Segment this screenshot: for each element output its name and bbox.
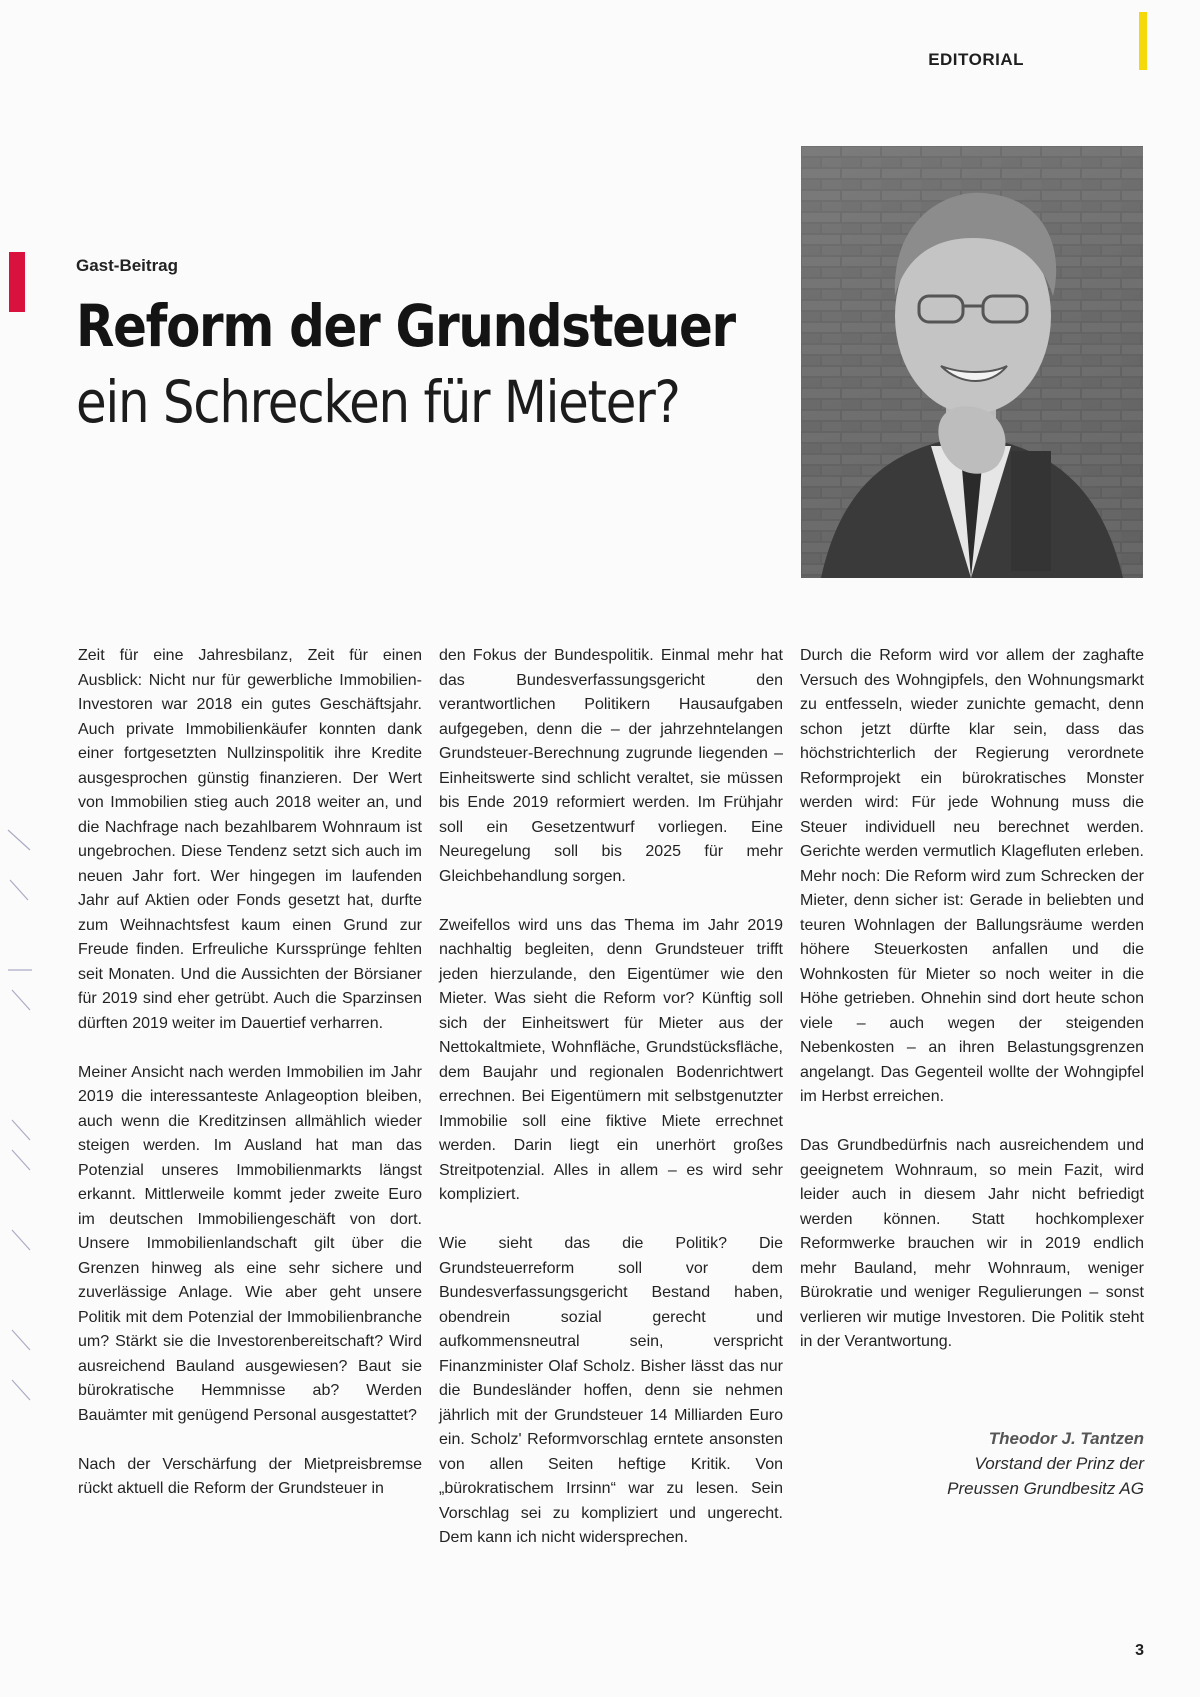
author-signature xyxy=(947,1426,1144,1501)
article-paragraph: Zeit für eine Jahresbilanz, Zeit für einen Ausblick: Nicht nur für gewerbliche Immobilien-Investoren war 2018 ein gutes Geschäftsjahr. Auch private Immobilienkäufer konnten dank einer fortgesetzten Nullzinspolitik ihre Kredite ausgesprochen günstig finanzieren. Der Wert von Immobilien stieg auch 2018 weiter an, und die Nachfrage nach bezahlbarem Wohnraum ist ungebrochen. Diese Tendenz setzt sich auch im neuen Jahr fort. Wer hingegen im laufenden Jahr auf Aktien oder Fonds gesetzt hat, durfte zum Weihnachtsfest kaum einen Grund zur Freude finden. Erfreuliche Kurssprünge fehlten seit Monaten. Und die Aussichten der Börsianer für 2019 sind eher getrübt. Auch die Sparzinsen dürften 2019 weiter im Dauertief verharren. xyxy=(78,647,422,1032)
article-paragraph: Meiner Ansicht nach werden Immobilien im Jahr 2019 die interessanteste Anlageoption bleiben, auch wenn die Kreditzinsen allmählich wieder steigen werden. Im Ausland hat man das Potenzial unseres Immobilienmarkts längst erkannt. Mittlerweile kommt jeder zweite Euro im deutschen Immobiliengeschäft von dort. Unsere Immobilienlandschaft gilt über die Grenzen hinweg als eine sehr sichere und zuverlässige Anlage. Wie aber geht unsere Politik mit dem Potenzial der Immobilienbranche um? Stärkt sie die Investorenbereitschaft? Wird ausreichend Bauland ausgewiesen? Baut sie bürokratische Hemmnisse ab? Werden Bauämter mit genügend Personal ausgestattet? xyxy=(78,1063,422,1424)
article-kicker: Gast-Beitrag xyxy=(76,256,179,275)
article-column-2 xyxy=(439,644,783,1575)
page-number: 3 xyxy=(1135,1642,1144,1659)
article-paragraph: Nach der Verschärfung der Mietpreisbremse rückt aktuell die Reform der Grundsteuer in xyxy=(78,1455,422,1497)
kicker-marker xyxy=(9,252,25,312)
article-subtitle: ein Schrecken für Mieter? xyxy=(76,368,680,436)
scan-margin-marks xyxy=(0,820,60,1460)
article-paragraph: Durch die Reform wird vor allem der zaghafte Versuch des Wohngipfels, den Wohnungsmarkt zu entfesseln, wieder zunichte gemacht, denn schon jetzt dürfte klar sein, dass das höchstrichterlich der Regierung verordnete Reformprojekt ein bürokratisches Monster werden wird: Für jede Wohnung muss die Steuer individuell neu berechnet werden. Gerichte werden vermutlich Klagefluten erleben. Mehr noch: Die Reform wird zum Schrecken der Mieter, denn sicher ist: Gerade in beliebten und teuren Wohnlagen der Ballungsräume werden höhere Steuerkosten anfallen und die Wohnkosten für Mieter so noch weiter in die Höhe getrieben. Ohnehin sind dort heute schon viele – auch wegen der steigenden Nebenkosten – an ihren Belastungsgrenzen angelangt. Das Gegenteil wollte der Wohngipfel im Herbst erreichen. xyxy=(800,647,1144,1105)
author-portrait xyxy=(801,146,1143,578)
article-column-1 xyxy=(78,644,422,1526)
article-paragraph: Das Grundbedürfnis nach ausreichendem und geeignetem Wohnraum, so mein Fazit, wird leider auch in diesem Jahr nicht befriedigt werden können. Statt hochkomplexer Reformwerke brauchen wir in 2019 endlich mehr Bauland, mehr Wohnraum, weniger Bürokratie und weniger Regulierungen – sonst verlieren wir mutige Investoren. Die Politik steht in der Verantwortung. xyxy=(800,1137,1144,1350)
section-label: EDITORIAL xyxy=(928,50,1024,69)
article-paragraph: Wie sieht das die Politik? Die Grundsteuerreform soll vor dem Bundesverfassungsgericht Bestand haben, obendrein sozial gerecht und aufkommensneutral sein, verspricht Finanzminister Olaf Scholz. Bisher lässt das nur die Bundesländer hoffen, denn sie nehmen jährlich mit der Grundsteuer 14 Milliarden Euro ein. Scholz' Reformvorschlag erntete ansonsten von allen Seiten heftige Kritik. Von „bürokratischem Irrsinn“ war zu lesen. Sein Vorschlag sei zu kompliziert und ungerecht. Dem kann ich nicht widersprechen. xyxy=(439,1235,783,1546)
article-paragraph: den Fokus der Bundespolitik. Einmal mehr hat das Bundesverfassungsgericht den verantwortlichen Politikern Hausaufgaben aufgegeben, denn die – der jahrzehntelangen Grundsteuer-Berechnung zugrunde liegenden – Einheitswerte sind schlicht veraltet, sie müssen bis Ende 2019 reformiert werden. Im Frühjahr soll ein Gesetzentwurf vorliegen. Eine Neuregelung soll bis 2025 für mehr Gleichbehandlung sorgen. xyxy=(439,647,783,885)
article-paragraph: Zweifellos wird uns das Thema im Jahr 2019 nachhaltig begleiten, denn Grundsteuer trifft jeden hierzulande, den Eigentümer wie den Mieter. Was sieht die Reform vor? Künftig soll sich der Einheitswert für Mieter aus der Nettokaltmiete, Wohnfläche, Grundstücksfläche, dem Baujahr und regionalen Bodenrichtwert errechnen. Bei Eigentümern mit selbstgenutzter Immobilie soll eine fiktive Miete errechnet werden. Darin liegt ein unerhört großes Streitpotenzial. Alles in allem – es wird sehr kompliziert. xyxy=(439,916,783,1203)
article-column-3 xyxy=(800,644,1144,1379)
author-role: Vorstand der Prinz der xyxy=(974,1454,1144,1473)
author-name: Theodor J. Tantzen xyxy=(988,1429,1144,1448)
section-accent-bar xyxy=(1139,12,1147,70)
author-company: Preussen Grundbesitz AG xyxy=(947,1479,1144,1498)
article-title: Reform der Grundsteuer xyxy=(76,292,735,360)
